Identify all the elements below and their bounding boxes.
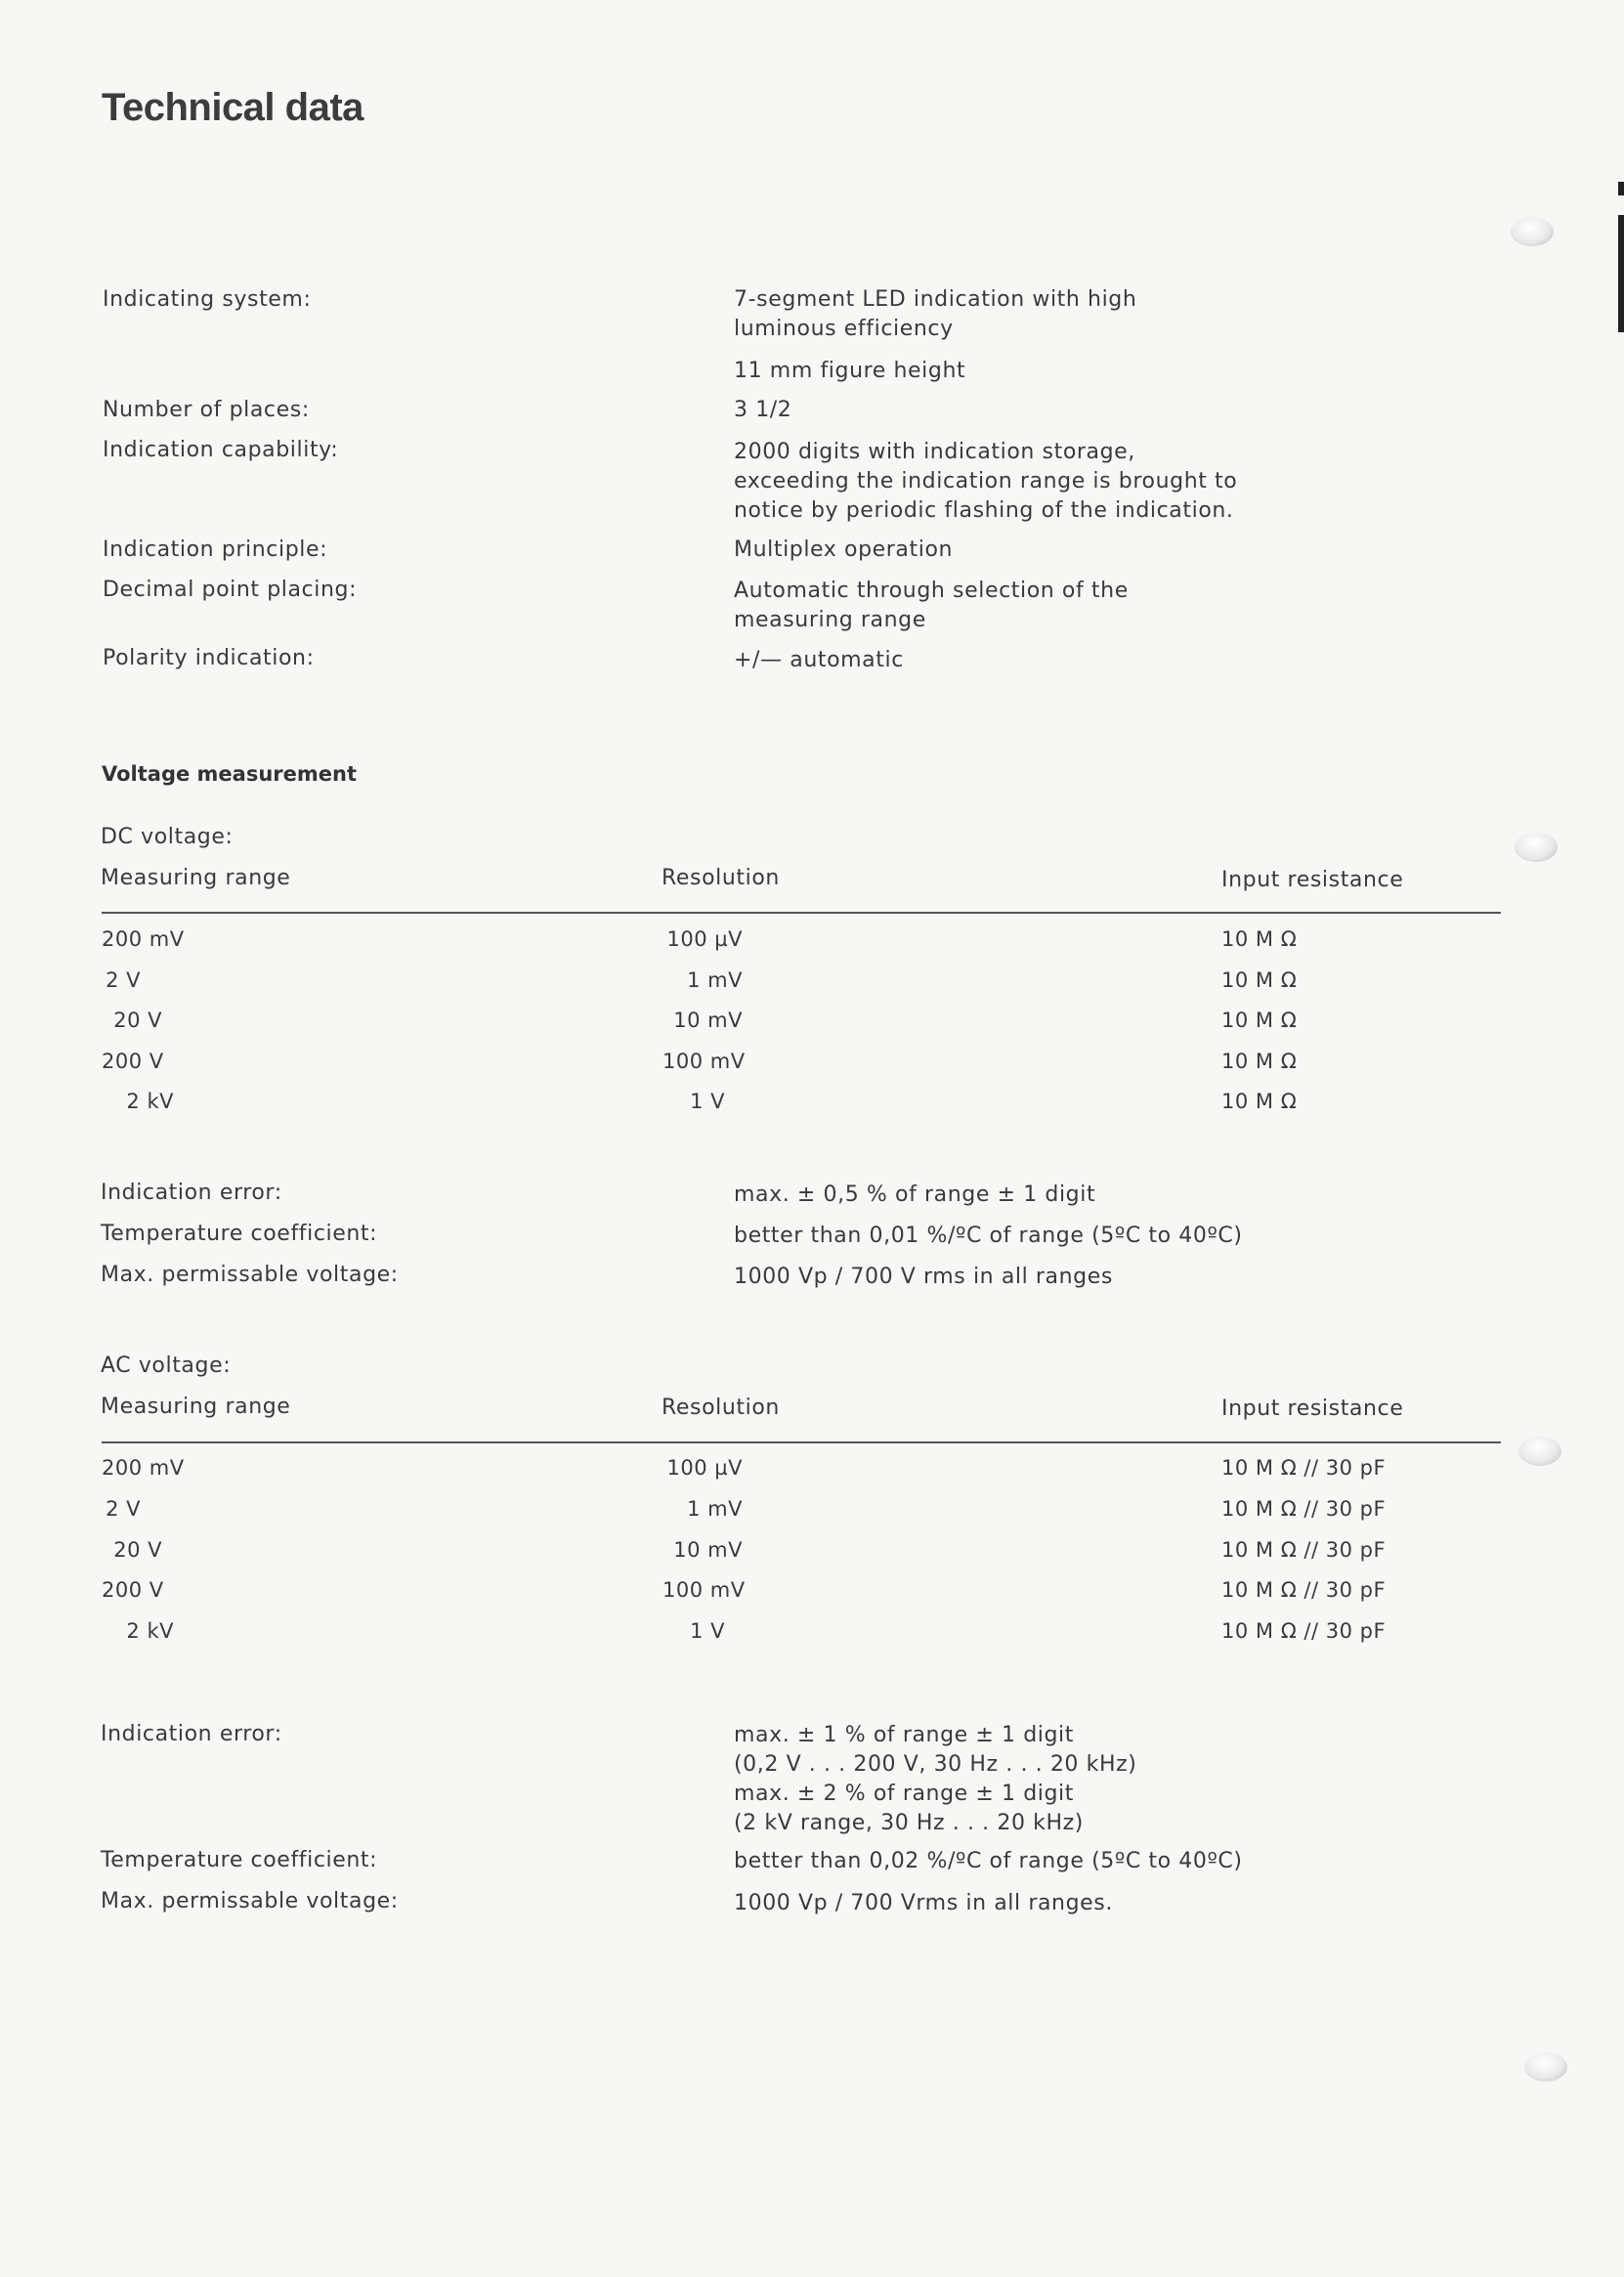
ac-col-measuring-range: Measuring range <box>101 1395 291 1419</box>
table-row <box>0 1494 1624 1524</box>
table-row <box>0 1047 1624 1076</box>
spec-value-polarity: +/— automatic <box>734 648 904 672</box>
spec-value-indicating-system: 7-segment LED indication with high luminous efficiency <box>734 287 1137 341</box>
dc-col-measuring-range: Measuring range <box>101 866 291 890</box>
spec-label-indicating-system: Indicating system: <box>103 287 312 312</box>
dc-range: 20 V <box>113 1009 162 1032</box>
spec-value-indication-principle: Multiplex operation <box>734 537 954 562</box>
dc-spec-value-indication-error: max. ± 0,5 % of range ± 1 digit <box>734 1182 1096 1207</box>
dc-resolution: 1 V <box>690 1090 725 1113</box>
dc-resistance: 10 M Ω <box>1221 968 1298 992</box>
ac-spec-label-temp-coefficient: Temperature coefficient: <box>101 1848 378 1872</box>
ac-range: 200 V <box>102 1578 164 1602</box>
ac-resolution: 1 V <box>690 1619 725 1643</box>
dc-resistance: 10 M Ω <box>1221 1009 1298 1032</box>
ac-range: 2 V <box>106 1497 141 1521</box>
dc-spec-value-max-voltage: 1000 Vp / 700 V rms in all ranges <box>734 1265 1113 1289</box>
ac-resolution: 100 mV <box>662 1578 746 1602</box>
ac-spec-value-temp-coefficient: better than 0,02 %/ºC of range (5ºC to 40ºC) <box>734 1849 1243 1873</box>
spec-label-indication-principle: Indication principle: <box>103 537 328 562</box>
spec-label-indication-capability: Indication capability: <box>103 438 339 462</box>
punch-hole <box>1524 2052 1567 2082</box>
ac-resolution: 10 mV <box>673 1538 743 1562</box>
dc-voltage-label: DC voltage: <box>101 825 234 849</box>
dc-resolution: 10 mV <box>673 1009 743 1032</box>
punch-hole <box>1511 217 1554 246</box>
scan-edge-mark <box>1618 215 1624 332</box>
dc-resistance: 10 M Ω <box>1221 1050 1298 1073</box>
ac-spec-label-max-voltage: Max. permissable voltage: <box>101 1889 399 1913</box>
dc-spec-value-temp-coefficient: better than 0,01 %/ºC of range (5ºC to 40ºC) <box>734 1224 1243 1248</box>
dc-range: 2 V <box>106 968 141 992</box>
table-row <box>0 1087 1624 1116</box>
dc-spec-label-indication-error: Indication error: <box>101 1181 282 1205</box>
dc-resolution: 100 µV <box>666 927 743 951</box>
spec-value-indication-capability: 2000 digits with indication storage, exceeding the indication range is brought to notice by periodic flashing of the indication. <box>734 440 1238 523</box>
scan-edge-mark <box>1618 182 1624 195</box>
ac-resistance: 10 M Ω // 30 pF <box>1221 1497 1387 1521</box>
dc-col-resolution: Resolution <box>662 866 780 890</box>
section-heading-voltage: Voltage measurement <box>102 762 357 786</box>
spec-value-figure-height: 11 mm figure height <box>734 359 966 383</box>
table-row <box>0 1453 1624 1482</box>
ac-resistance: 10 M Ω // 30 pF <box>1221 1619 1387 1643</box>
spec-value-decimal-point: Automatic through selection of the measuring range <box>734 579 1129 632</box>
ac-spec-value-indication-error: max. ± 1 % of range ± 1 digit (0,2 V . . . 200 V, 30 Hz . . . 20 kHz) max. ± 2 % of range ± 1 digit (2 kV range, 30 Hz . . . 20 kHz) <box>734 1723 1137 1835</box>
table-row <box>0 1575 1624 1605</box>
dc-resolution: 100 mV <box>662 1050 746 1073</box>
table-row <box>0 924 1624 954</box>
dc-range: 200 mV <box>102 927 185 951</box>
table-row <box>0 966 1624 995</box>
table-row <box>0 1616 1624 1646</box>
dc-range: 2 kV <box>126 1090 174 1113</box>
dc-table-rule <box>102 912 1501 914</box>
ac-voltage-label: AC voltage: <box>101 1353 232 1378</box>
page-title: Technical data <box>102 86 363 129</box>
punch-hole <box>1518 1437 1561 1466</box>
ac-range: 200 mV <box>102 1456 185 1480</box>
ac-spec-label-indication-error: Indication error: <box>101 1722 282 1746</box>
spec-label-decimal-point: Decimal point placing: <box>103 578 358 602</box>
dc-col-input-resistance: Input resistance <box>1221 868 1404 892</box>
ac-resolution: 1 mV <box>687 1497 743 1521</box>
spec-value-number-of-places: 3 1/2 <box>734 398 792 422</box>
table-row <box>0 1535 1624 1565</box>
ac-range: 2 kV <box>126 1619 174 1643</box>
dc-resistance: 10 M Ω <box>1221 1090 1298 1113</box>
ac-resistance: 10 M Ω // 30 pF <box>1221 1456 1387 1480</box>
dc-resistance: 10 M Ω <box>1221 927 1298 951</box>
spec-label-number-of-places: Number of places: <box>103 398 310 422</box>
ac-range: 20 V <box>113 1538 162 1562</box>
ac-spec-value-max-voltage: 1000 Vp / 700 Vrms in all ranges. <box>734 1891 1113 1915</box>
dc-resolution: 1 mV <box>687 968 743 992</box>
ac-table-rule <box>102 1441 1501 1443</box>
dc-range: 200 V <box>102 1050 164 1073</box>
dc-spec-label-max-voltage: Max. permissable voltage: <box>101 1263 399 1287</box>
ac-resolution: 100 µV <box>666 1456 743 1480</box>
punch-hole <box>1515 833 1558 862</box>
ac-resistance: 10 M Ω // 30 pF <box>1221 1578 1387 1602</box>
spec-label-polarity: Polarity indication: <box>103 646 315 670</box>
ac-col-resolution: Resolution <box>662 1396 780 1420</box>
ac-resistance: 10 M Ω // 30 pF <box>1221 1538 1387 1562</box>
dc-spec-label-temp-coefficient: Temperature coefficient: <box>101 1222 378 1246</box>
ac-col-input-resistance: Input resistance <box>1221 1396 1404 1421</box>
table-row <box>0 1006 1624 1035</box>
